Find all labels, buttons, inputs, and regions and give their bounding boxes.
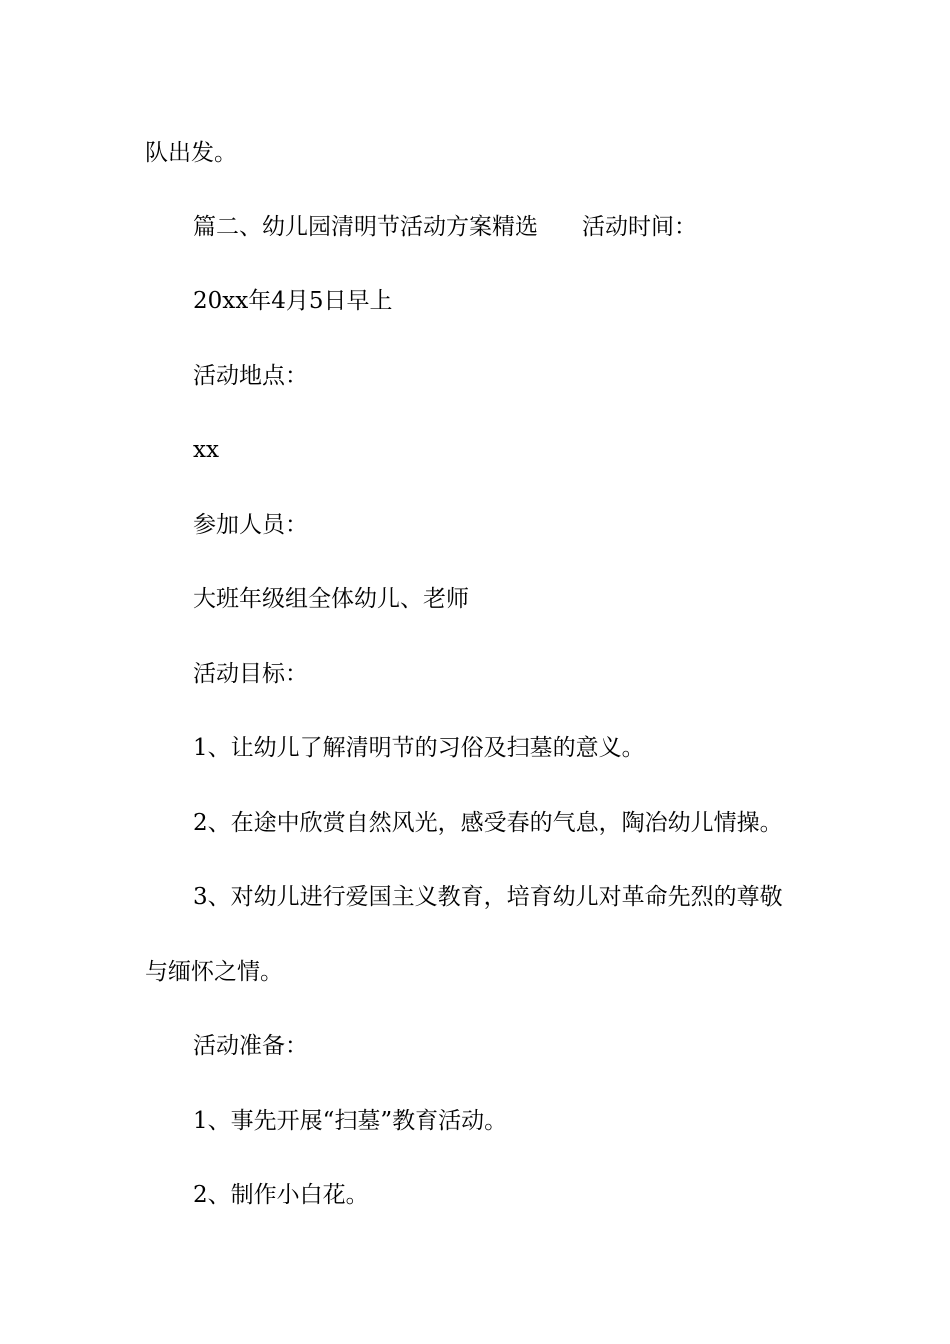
participants-label: 参加人员： xyxy=(193,512,308,538)
preparation-item-1: 1、事先开展“扫墓”教育活动。 xyxy=(193,1108,508,1134)
section-heading-line xyxy=(193,212,697,242)
section-title: 篇二、幼儿园清明节活动方案精选 xyxy=(193,214,538,240)
participants-value: 大班年级组全体幼儿、老师 xyxy=(193,586,469,612)
activity-place-label: 活动地点： xyxy=(193,363,308,389)
preparation-label: 活动准备： xyxy=(193,1033,308,1059)
goal-item-3-continuation: 与缅怀之情。 xyxy=(145,959,283,985)
goal-item-3: 3、对幼儿进行爱国主义教育，培育幼儿对革命先烈的尊敬 xyxy=(193,884,783,910)
goal-item-1: 1、让幼儿了解清明节的习俗及扫墓的意义。 xyxy=(193,735,645,761)
activity-place-value: xx xyxy=(193,437,219,463)
activity-time-label: 活动时间： xyxy=(582,214,697,240)
text-line: 队出发。 xyxy=(145,140,237,166)
activity-time-value: 20xx年4月5日早上 xyxy=(193,288,393,314)
goal-item-2: 2、在途中欣赏自然风光，感受春的气息，陶冶幼儿情操。 xyxy=(193,810,783,836)
preparation-item-2: 2、制作小白花。 xyxy=(193,1182,369,1208)
goals-label: 活动目标： xyxy=(193,661,308,687)
